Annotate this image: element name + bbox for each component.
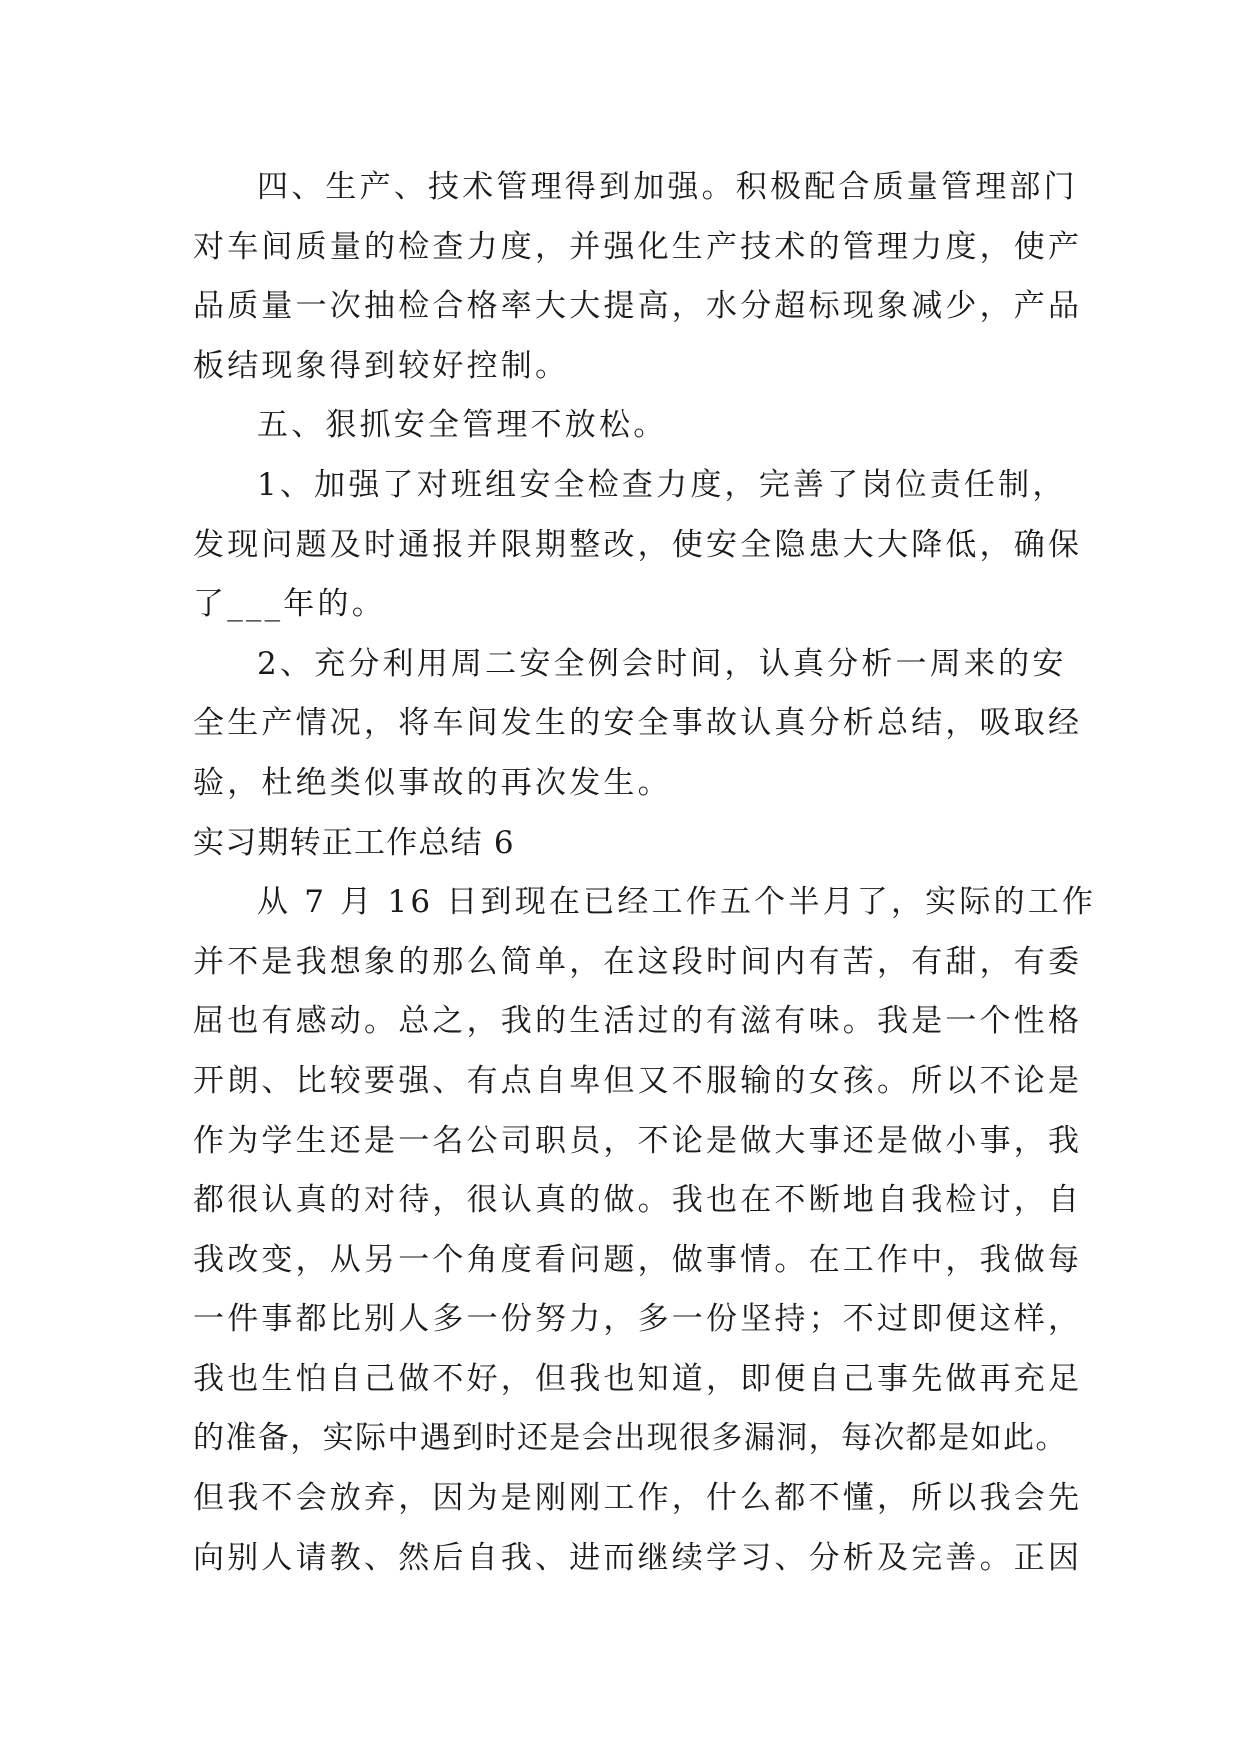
paragraph-line: 从 7 月 16 日到现在已经工作五个半月了，实际的工作 — [257, 884, 1097, 921]
paragraph-line: 并不是我想象的那么简单，在这段时间内有苦，有甜，有委 — [193, 943, 1083, 980]
paragraph-line: 验，杜绝类似事故的再次发生。 — [193, 764, 672, 801]
section-heading: 五、狠抓安全管理不放松。 — [257, 407, 668, 444]
paragraph-line: 屈也有感动。总之，我的生活过的有滋有味。我是一个性格 — [193, 1003, 1083, 1040]
paragraph-line: 发现问题及时通报并限期整改，使安全隐患大大降低，确保 — [193, 526, 1083, 563]
paragraph-line: 一件事都比别人多一份努力，多一份坚持；不过即便这样， — [193, 1301, 1083, 1338]
paragraph-line: 我改变，从另一个角度看问题，做事情。在工作中，我做每 — [193, 1241, 1083, 1278]
paragraph-line: 板结现象得到较好控制。 — [193, 347, 570, 384]
paragraph-line: 都很认真的对待，很认真的做。我也在不断地自我检讨，自 — [193, 1182, 1083, 1219]
paragraph-line: 品质量一次抽检合格率大大提高，水分超标现象减少，产品 — [193, 288, 1083, 325]
document-body — [193, 158, 1097, 1588]
paragraph-line: 向别人请教、然后自我、进而继续学习、分析及完善。正因 — [193, 1539, 1083, 1576]
paragraph-line: 了___年的。 — [193, 586, 386, 623]
paragraph-line: 我也生怕自己做不好，但我也知道，即便自己事先做再充足 — [193, 1360, 1083, 1397]
paragraph-line: 四、生产、技术管理得到加强。积极配合质量管理部门 — [257, 169, 1078, 205]
document-title: 实习期转正工作总结 6 — [193, 824, 515, 861]
paragraph-line: 开朗、比较要强、有点自卑但又不服输的女孩。所以不论是 — [193, 1062, 1083, 1099]
paragraph-line: 对车间质量的检查力度，并强化生产技术的管理力度，使产 — [193, 228, 1083, 265]
paragraph-line: 2、充分利用周二安全例会时间，认真分析一周来的安 — [257, 645, 1067, 682]
paragraph-line: 作为学生还是一名公司职员，不论是做大事还是做小事，我 — [193, 1122, 1083, 1159]
paragraph-line: 的准备，实际中遇到时还是会出现很多漏洞，每次都是如此。 — [193, 1420, 1068, 1457]
paragraph-line: 全生产情况，将车间发生的安全事故认真分析总结，吸取经 — [193, 705, 1083, 742]
paragraph-line: 但我不会放弃，因为是刚刚工作，什么都不懂，所以我会先 — [193, 1480, 1083, 1517]
paragraph-line: 1、加强了对班组安全检查力度，完善了岗位责任制， — [257, 466, 1067, 503]
